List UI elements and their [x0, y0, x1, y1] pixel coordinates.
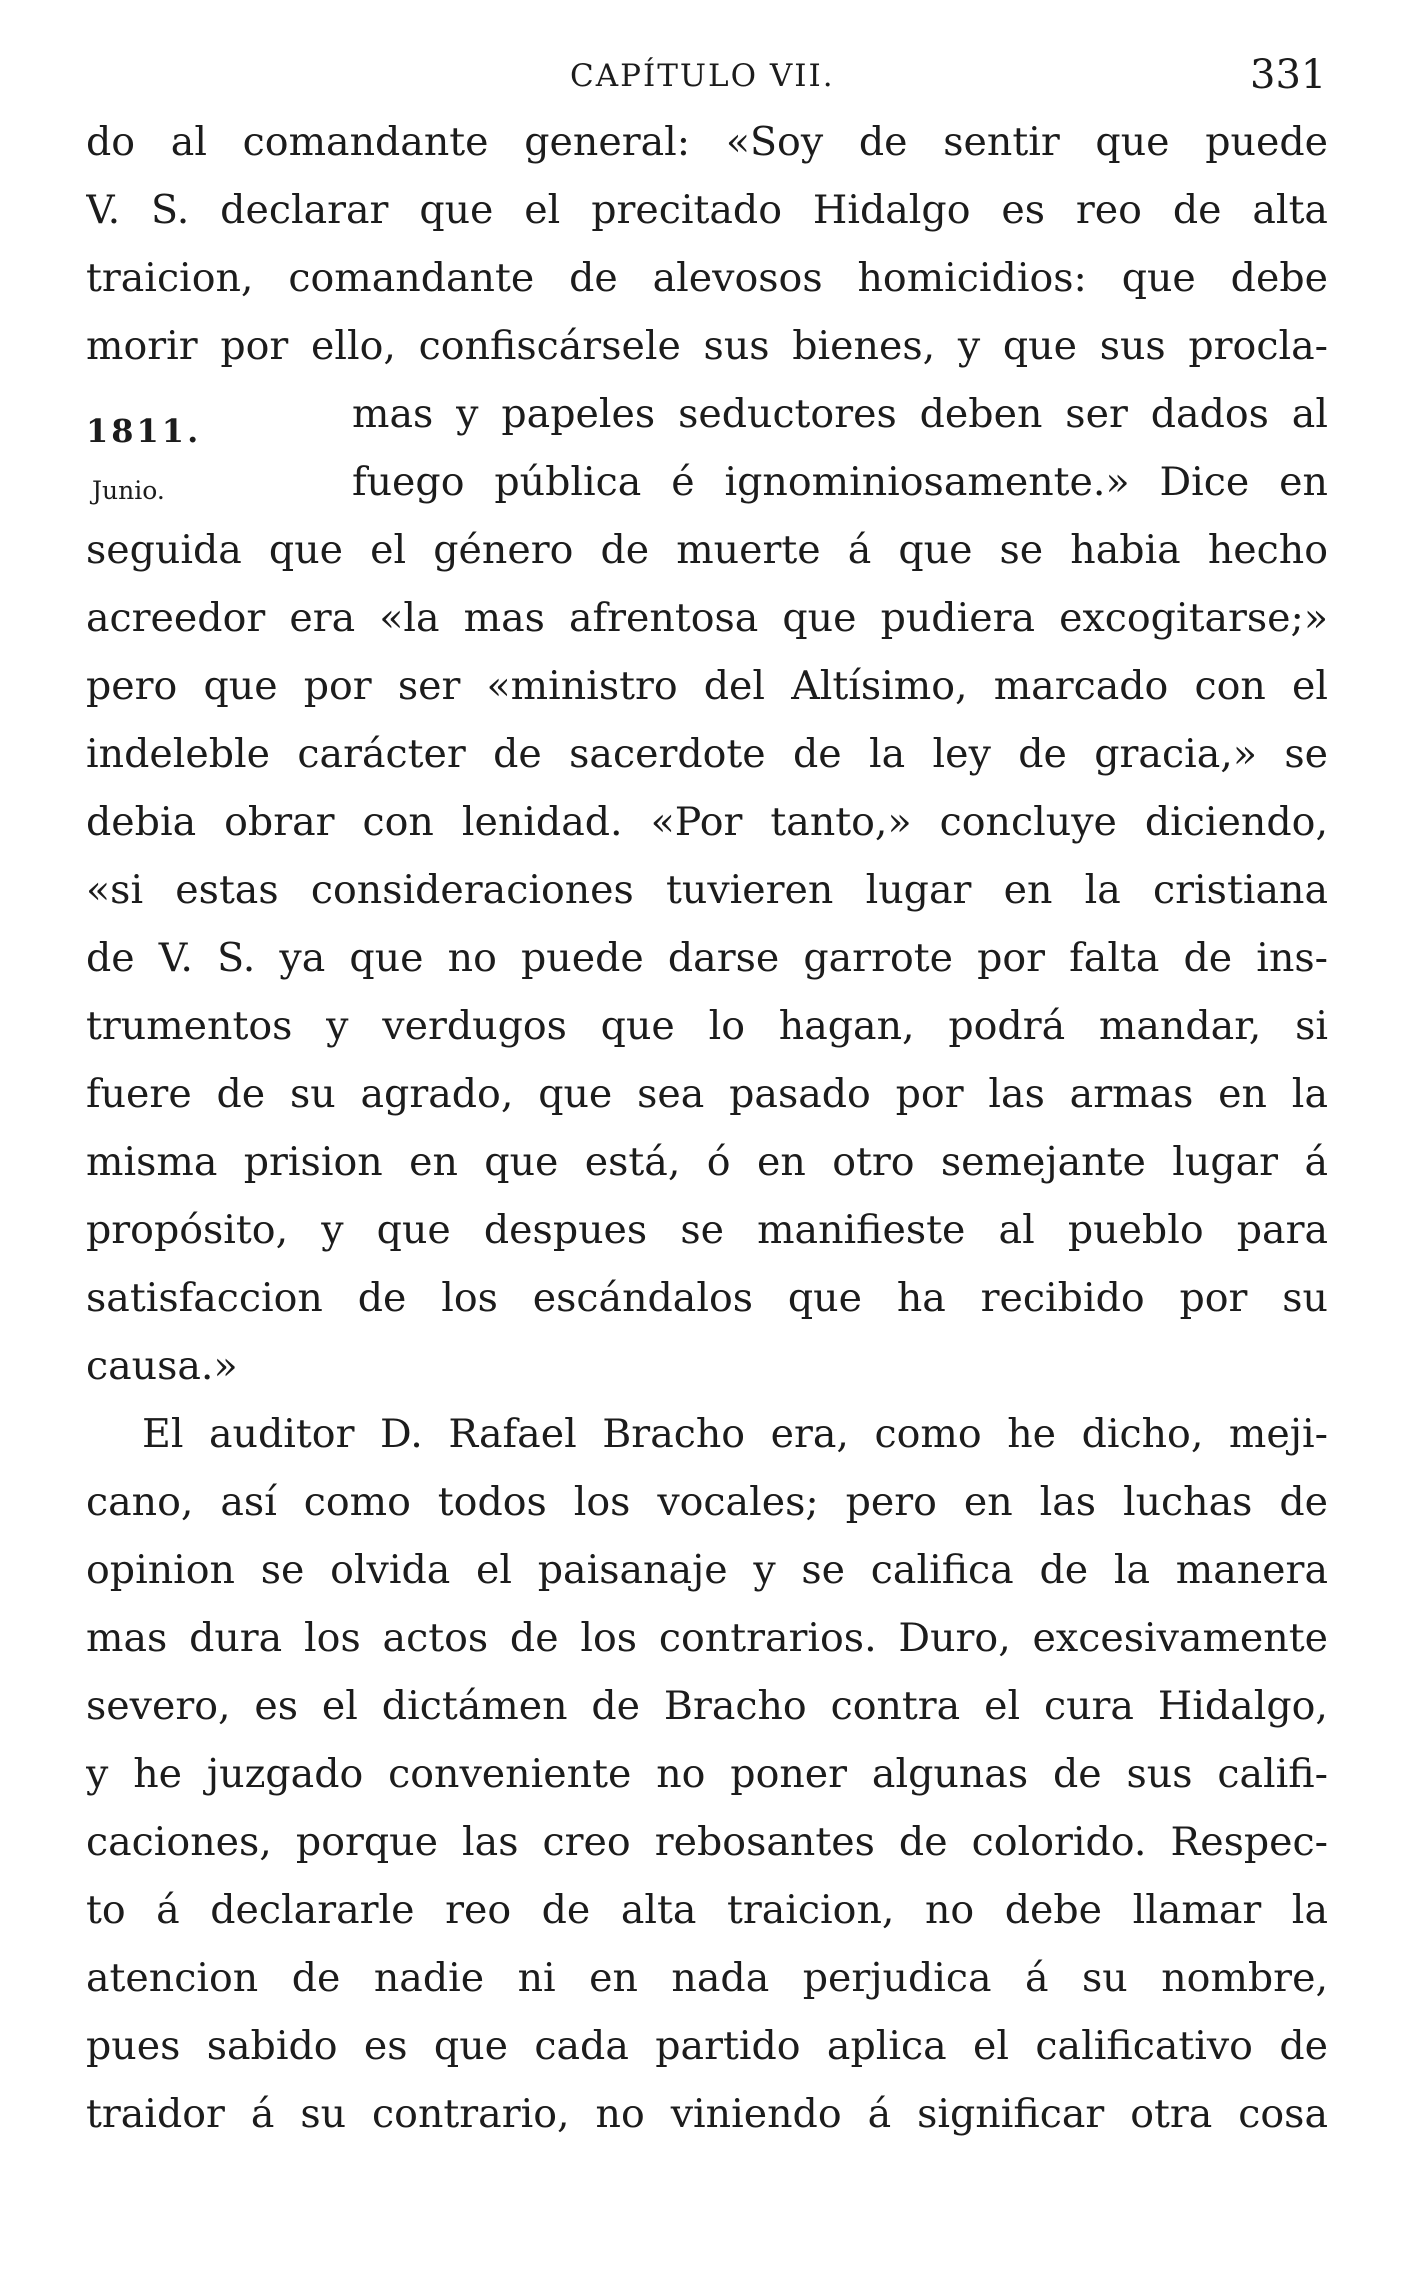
text-line: to á declararle reo de alta traicion, no debe llamar la	[86, 1887, 1328, 1933]
text-line: mas dura los actos de los contrarios. Duro, excesivamente	[86, 1615, 1328, 1661]
text-line: misma prision en que está, ó en otro semejante lugar á	[86, 1139, 1328, 1185]
text-line: fuere de su agrado, que sea pasado por las armas en la	[86, 1071, 1328, 1117]
text-line: morir por ello, confiscársele sus bienes, y que sus procla-	[86, 323, 1328, 369]
text-line: pues sabido es que cada partido aplica el calificativo de	[86, 2023, 1328, 2069]
text-line: mas y papeles seductores deben ser dados al	[352, 391, 1328, 437]
text-line: caciones, porque las creo rebosantes de colorido. Respec-	[86, 1819, 1328, 1865]
body-text	[86, 108, 1328, 2148]
page-number: 331	[1250, 52, 1327, 98]
text-line: indeleble carácter de sacerdote de la ley de gracia,» se	[86, 731, 1328, 777]
text-line: trumentos y verdugos que lo hagan, podrá mandar, si	[86, 1003, 1328, 1049]
text-line: pero que por ser «ministro del Altísimo, marcado con el	[86, 663, 1328, 709]
chapter-title: CAPÍTULO VII.	[570, 58, 835, 94]
text-line: V. S. declarar que el precitado Hidalgo es reo de alta	[86, 187, 1328, 233]
text-line: propósito, y que despues se manifieste al pueblo para	[86, 1207, 1328, 1253]
text-line: satisfaccion de los escándalos que ha recibido por su	[86, 1275, 1328, 1321]
text-line: atencion de nadie ni en nada perjudica á su nombre,	[86, 1955, 1328, 2001]
running-head	[0, 52, 1414, 112]
text-line: opinion se olvida el paisanaje y se califica de la manera	[86, 1547, 1328, 1593]
text-line: de V. S. ya que no puede darse garrote por falta de ins-	[86, 935, 1328, 981]
text-line: traicion, comandante de alevosos homicidios: que debe	[86, 255, 1328, 301]
text-line: debia obrar con lenidad. «Por tanto,» concluye diciendo,	[86, 799, 1328, 845]
text-line: do al comandante general: «Soy de sentir que puede	[86, 119, 1328, 165]
marginal-month: Junio.	[92, 476, 165, 505]
text-line: El auditor D. Rafael Bracho era, como he dicho, meji-	[142, 1411, 1328, 1457]
text-line: fuego pública é ignominiosamente.» Dice en	[352, 459, 1328, 505]
marginal-year: 1811.	[86, 412, 202, 450]
text-line: y he juzgado conveniente no poner algunas de sus califi-	[86, 1751, 1328, 1797]
text-line: severo, es el dictámen de Bracho contra el cura Hidalgo,	[86, 1683, 1328, 1729]
text-line: seguida que el género de muerte á que se habia hecho	[86, 527, 1328, 573]
text-line: causa.»	[86, 1343, 238, 1389]
text-line: traidor á su contrario, no viniendo á significar otra cosa	[86, 2091, 1328, 2137]
text-line: «si estas consideraciones tuvieren lugar en la cristiana	[86, 867, 1328, 913]
text-line: cano, así como todos los vocales; pero en las luchas de	[86, 1479, 1328, 1525]
text-line: acreedor era «la mas afrentosa que pudiera excogitarse;»	[86, 595, 1328, 641]
